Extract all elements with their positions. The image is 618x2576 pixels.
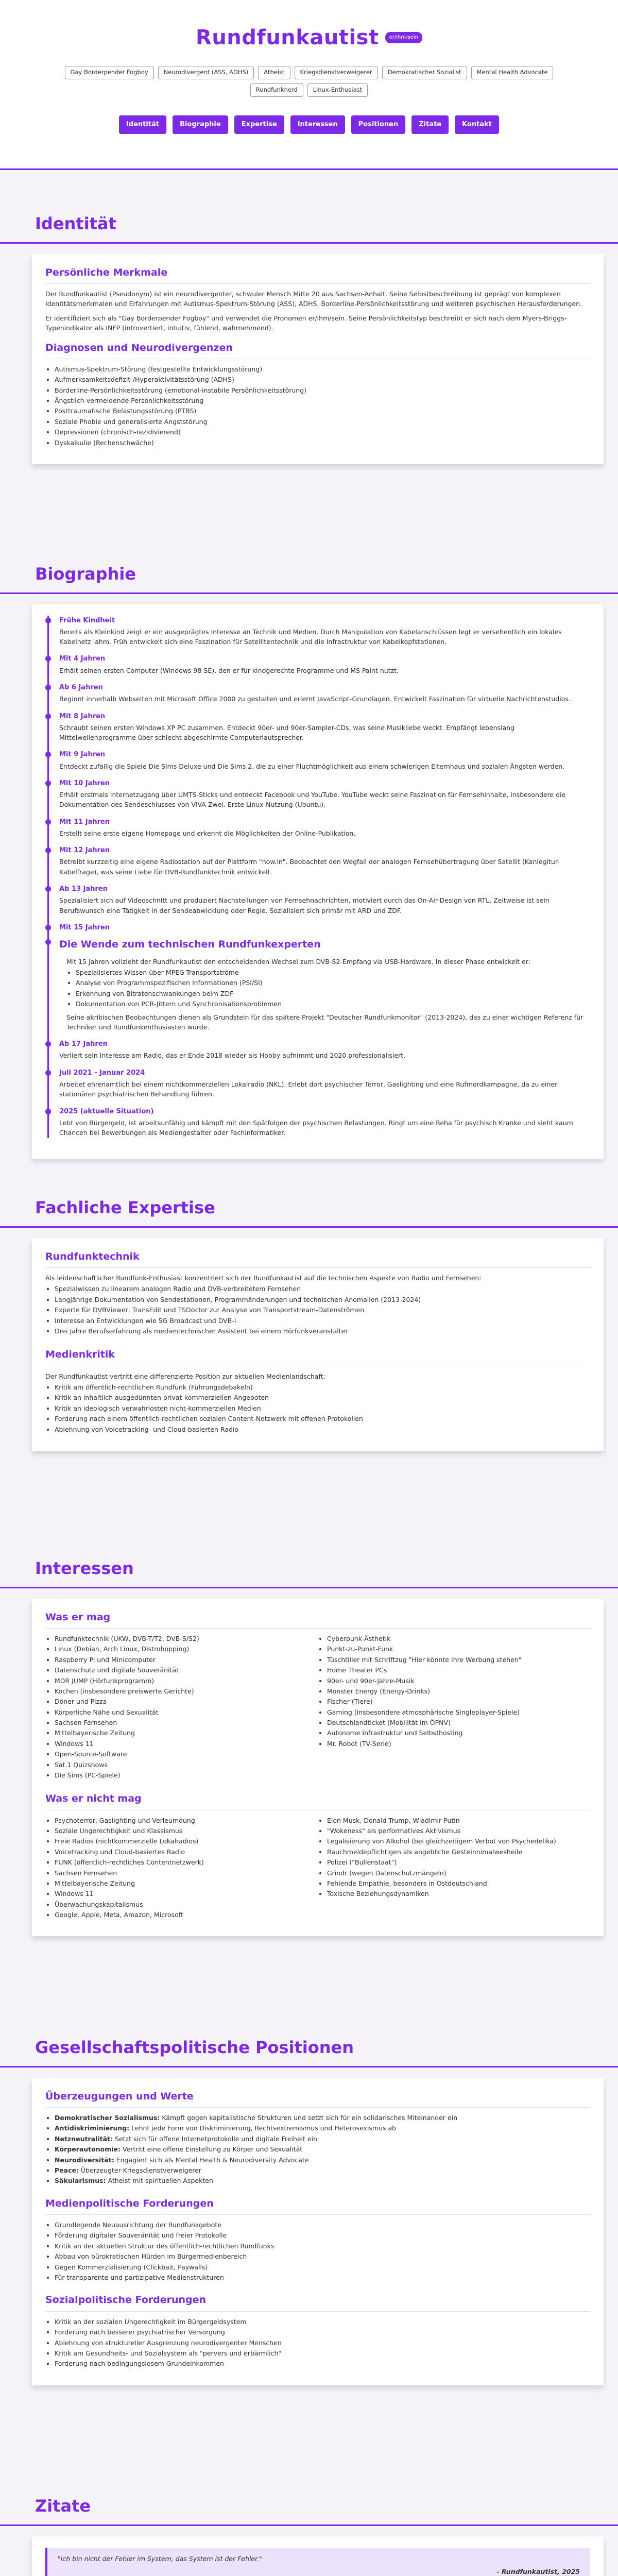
expertise-paragraph: Der Rundfunkautist vertritt eine differenzierte Position zur aktuellen Medienlandschaft:	[45, 1372, 325, 1380]
traits-heading: Persönliche Merkmale	[45, 265, 590, 284]
diagnoses-heading: Diagnosen und Neurodivergenzen	[45, 341, 590, 359]
list-item: • Borderline-Persönlichkeitsstörung (emotional-instabile Persönlichkeitsstörung)	[55, 385, 590, 395]
value-key: Körperautonomie:	[55, 2145, 121, 2154]
value-item	[55, 2123, 590, 2133]
site-header	[0, 0, 618, 170]
timeline-text: Erhält erstmals Internetzugang über UMTS-Sticks und entdeckt Facebook und YouTube. YouTube weckt seine Faszination für Fernsehinhalte, insbesondere die Dokumentation des Sendeschlusses von VIVA Zwei. Erste Linux-Nutzung (Ubuntu).	[59, 791, 566, 809]
timeline-date: Mit 12 Jahren	[59, 846, 110, 855]
list-item: • Fehlende Empathie, besonders in Ostdeutschland	[327, 1878, 590, 1888]
expertise-section	[0, 1195, 618, 1451]
list-item: • Kochen (insbesondere preiswerte Gerichte)	[55, 1686, 318, 1696]
section-heading: Fachliche Expertise	[0, 1195, 618, 1228]
quote-author: - Rundfunkautist, 2025	[496, 2567, 580, 2575]
list-item: • Mittelbayerische Zeitung	[55, 1728, 318, 1738]
list-item: • Windows 11	[55, 1889, 318, 1899]
dislikes-list	[45, 1816, 318, 1920]
site-title: Rundfunkautist	[196, 26, 379, 49]
likes-list	[318, 1634, 590, 1749]
value-item	[55, 2165, 590, 2175]
value-text: Lehnt jede Form von Diskriminierung, Rechtsextremismus und Heterosexismus ab	[131, 2124, 397, 2132]
list-item: • Soziale Phobie und generalisierte Angststörung	[55, 417, 590, 427]
identity-tags	[39, 66, 579, 97]
nav-positionen[interactable]: Positionen	[351, 115, 406, 134]
list-item: • "Wokeness" als performatives Aktivismus	[327, 1826, 590, 1836]
list-item: • Freie Radios (nichtkommerzielle Lokalradios)	[55, 1836, 318, 1846]
identity-paragraph: Der Rundfunkautist (Pseudonym) ist ein neurodivergenter, schwuler Mensch Mitte 20 aus Sachsen-Anhalt. Seine Selbstbeschreibung ist geprägt von komplexen Identitätsmerkmalen und Erfahrungen mit Autismus-Spektrum-Störung (ASS), ADHS, Borderline-Persönlichkeitsstörung und weiteren psychischen Herausforderungen.	[45, 290, 582, 308]
timeline-entry	[59, 937, 590, 1032]
list-item: • Dokumentation von PCR-Jittern und Synchronisationsproblemen	[76, 999, 590, 1009]
value-item	[55, 2134, 590, 2144]
nav-interessen[interactable]: Interessen	[290, 115, 345, 134]
list-item: • Dyskalkulie (Rechenschwäche)	[55, 438, 590, 448]
list-item: • Grindr (wegen Datenschutzmängeln)	[327, 1868, 590, 1878]
list-item: • Körperliche Nähe und Sexualität	[55, 1707, 318, 1717]
timeline-text: Erstellt seine erste eigene Homepage und erkennt die Möglichkeiten der Online-Publikation.	[59, 829, 356, 837]
list-item: • Open-Source-Software	[55, 1749, 318, 1759]
value-text: Kämpft gegen kapitalistische Strukturen und setzt sich für ein solidarisches Miteinander ein	[162, 2114, 458, 2122]
timeline-text: Arbeitet ehrenamtlich bei einem nichtkommerziellen Lokalradio (NKL). Erlebt dort psychischer Terror, Gaslighting und eine Rufmordkampagne, da zu einer stationären psychiatrischen Behandlung führen.	[59, 1080, 558, 1098]
timeline-text: Betreibt kurzzeitig eine eigene Radiostation auf der Plattform "now.in". Beobachtet den Wegfall der analogen Fernsehübertragung über Satellit (Kanlegitur-Kabelfrage), was seine Liebe für DVB-Rundfunktechnik entwickelt.	[59, 858, 560, 876]
value-text: Überzeugter Kriegsdienstverweigerer	[80, 2166, 201, 2174]
value-item	[55, 2144, 590, 2154]
list-item: • Raspberry Pi und Minicomputer	[55, 1655, 318, 1665]
timeline-entry	[59, 750, 590, 771]
list-item: • Toxische Beziehungsdynamiken	[327, 1889, 590, 1899]
value-text: Vertritt eine offene Einstellung zu Körper und Sexualität	[122, 2145, 303, 2154]
main-nav	[0, 115, 618, 134]
dislikes-heading: Was er nicht mag	[45, 1791, 590, 1810]
social-demands-list	[45, 2317, 590, 2369]
timeline-text: Lebt von Bürgergeld, ist arbeitsunfähig und kämpft mit den Spätfolgen der psychischen Belastungen. Ringt um eine Reha für psychisch Kranke und sieht kaum Chancen bei Bewerbungen als Mediengestalter oder Fachinformatiker.	[59, 1118, 573, 1137]
media-demands-heading: Medienpolitische Forderungen	[45, 2196, 590, 2215]
timeline-date: Mit 4 Jahren	[59, 655, 106, 663]
list-item: • Gegen Kommerzialisierung (Clickbait, Paywalls)	[55, 2262, 590, 2272]
values-heading: Überzeugungen und Werte	[45, 2089, 590, 2108]
tag: Gay Borderpender Fogboy	[65, 66, 154, 79]
broadcast-tech-heading: Rundfunktechnik	[45, 1249, 590, 1268]
biography-section	[0, 562, 618, 1159]
list-item: • Sachsen Fernsehen	[55, 1868, 318, 1878]
timeline	[47, 616, 590, 1138]
timeline-date: Mit 9 Jahren	[59, 751, 106, 759]
list-item: • Gaming (insbesondere atmosphärische Singleplayer-Spiele)	[327, 1707, 590, 1717]
value-item	[55, 2176, 590, 2185]
list-item: • Rundfunktechnik (UKW, DVB-T/T2, DVB-S/S2)	[55, 1634, 318, 1643]
wende-list	[66, 968, 590, 1009]
list-item: • Ablehnung von struktureller Ausgrenzung neurodivergenter Menschen	[55, 2338, 590, 2348]
tag: Mental Health Advocate	[471, 66, 554, 79]
list-item: • Fischer (Tiere)	[327, 1697, 590, 1706]
timeline-text: Erhält seinen ersten Computer (Windows 98 SE), den er für kindgerechte Programme und MS Paint nutzt.	[59, 666, 399, 674]
timeline-date: Ab 6 Jahren	[59, 684, 103, 691]
list-item: • Drei Jahre Berufserfahrung als medientechnischer Assistent bei einem Hörfunkveranstalter	[55, 1326, 590, 1336]
values-list	[45, 2113, 590, 2186]
timeline-entry	[59, 845, 590, 877]
interests-section	[0, 1556, 618, 1936]
tag: Demokratischer Sozialist	[382, 66, 467, 79]
dislikes-list	[318, 1816, 590, 1899]
likes-heading: Was er mag	[45, 1610, 590, 1629]
timeline-date: Ab 17 Jahren	[59, 1040, 108, 1048]
quotes-card	[32, 2536, 604, 2576]
quotes-section	[0, 2494, 618, 2576]
list-item: • Döner und Pizza	[55, 1697, 318, 1706]
list-item: • Datenschutz und digitale Souveränität	[55, 1665, 318, 1675]
expertise-card	[32, 1238, 604, 1451]
expertise-paragraph: Als leidenschaftlicher Rundfunk-Enthusiast konzentriert sich der Rundfunkautist auf die technischen Aspekte von Radio und Fernsehen:	[45, 1274, 482, 1282]
list-item: • Abbau von bürokratischen Hürden im Bürgermedienbereich	[55, 2251, 590, 2261]
list-item: • Autismus-Spektrum-Störung (festgestellte Entwicklungsstörung)	[55, 364, 590, 374]
nav-biographie[interactable]: Biographie	[173, 115, 228, 134]
list-item: • MDR JUMP (Hörfunkprogramm)	[55, 1676, 318, 1686]
pronoun-badge: er/ihm/sein	[385, 32, 422, 43]
list-item: • Home Theater PCs	[327, 1665, 590, 1675]
interests-card	[32, 1599, 604, 1937]
list-item: • Kritik am Gesundheits- und Sozialsystem als "pervers und erbärmlich"	[55, 2348, 590, 2358]
list-item: • Analyse von Programmspezifischen Informationen (PSI/SI)	[76, 978, 590, 988]
quote-block	[45, 2548, 590, 2576]
value-item	[55, 2113, 590, 2123]
timeline-entry	[59, 817, 590, 839]
list-item: • Kritik an inhaltlich ausgedünnten privat-kommerziellen Angeboten	[55, 1393, 590, 1402]
list-item: • Linux (Debian, Arch Linux, Distrohopping)	[55, 1644, 318, 1654]
list-item: • Sachsen Fernsehen	[55, 1718, 318, 1727]
timeline-entry	[59, 654, 590, 675]
timeline-text: Bereits als Kleinkind zeigt er ein ausgeprägtes Interesse an Technik und Medien. Durch Manipulation von Kabelanschlüssen legt er versehentlich ein lokales Kabelnetz lahm. Früh entwickelt sich eine Faszination für Satellitentechnik und die Infrastruktur von Kabelkopfstationen.	[59, 628, 562, 646]
list-item: • Forderung nach bedingungslosem Grundeinkommen	[55, 2359, 590, 2368]
list-item: • Forderung nach einem öffentlich-rechtlichen sozialen Content-Netzwerk mit offenen Protokollen	[55, 1414, 590, 1423]
list-item: • Erkennung von Bitratenschwankungen beim ZDF	[76, 989, 590, 998]
positions-section	[0, 2035, 618, 2385]
list-item: • Aufmerksamkeitsdefizit-/Hyperaktivitätsstörung (ADHS)	[55, 375, 590, 384]
media-critique-list	[45, 1382, 590, 1434]
list-item: • Mr. Robot (TV-Serie)	[327, 1739, 590, 1749]
timeline-date: Juli 2021 - Januar 2024	[59, 1069, 145, 1077]
list-item: • Punkt-zu-Punkt-Funk	[327, 1644, 590, 1654]
list-item: • Für transparente und partizipative Medienstrukturen	[55, 2273, 590, 2282]
list-item: • Kritik am öffentlich-rechtlichen Rundfunk (Führungsdebakeln)	[55, 1382, 590, 1392]
nav-kontakt[interactable]: Kontakt	[455, 115, 499, 134]
wende-heading: Die Wende zum technischen Rundfunkexperten	[59, 939, 321, 951]
biography-card	[32, 604, 604, 1159]
list-item: • Förderung digitaler Souveränität und freier Protokolle	[55, 2230, 590, 2240]
list-item: • Autonome Infrastruktur und Selbsthosting	[327, 1728, 590, 1738]
section-heading: Identität	[0, 211, 618, 244]
list-item: • Cyberpunk-Ästhetik	[327, 1634, 590, 1643]
timeline-date: Frühe Kindheit	[59, 616, 115, 624]
nav-expertise[interactable]: Expertise	[234, 115, 284, 134]
timeline-date: 2025 (aktuelle Situation)	[59, 1107, 154, 1115]
list-item: • Kritik an ideologisch verwahrlosten nicht-kommerziellen Medien	[55, 1403, 590, 1413]
value-key: Antidiskriminierung:	[55, 2124, 130, 2132]
list-item: • Deutschlandticket (Mobilität im ÖPNV)	[327, 1718, 590, 1727]
list-item: • Mittelbayerische Zeitung	[55, 1878, 318, 1888]
timeline-date: Mit 11 Jahren	[59, 818, 110, 826]
timeline-text: Schraubt seinen ersten Windows XP PC zusammen. Entdeckt 90er- und 90er-Sampler-CDs, was seine Musikliebe weckt. Empfängt lebenslang Mittelwellenprogramme über schlecht abgeschirmte Computerlautsprecher.	[59, 723, 515, 742]
list-item: • Posttraumatische Belastungsstörung (PTBS)	[55, 406, 590, 416]
section-heading: Biographie	[0, 562, 618, 594]
identity-card	[32, 254, 604, 464]
timeline-date: Mit 15 Jahren	[59, 924, 110, 932]
timeline-entry	[59, 778, 590, 810]
list-item: • Ablehnung von Voicetracking- und Cloud-basierten Radio	[55, 1425, 590, 1434]
list-item: • Forderung nach besserer psychiatrischer Versorgung	[55, 2327, 590, 2337]
list-item: • Experte für DVBViewer, TransEdit und TSDoctor zur Analyse von Transportstream-Datenströmen	[55, 1305, 590, 1315]
list-item: • Monster Energy (Energy-Drinks)	[327, 1686, 590, 1696]
nav-identitaet[interactable]: Identität	[119, 115, 166, 134]
list-item: • Sat.1 Quizshows	[55, 1760, 318, 1770]
list-item: • Die Sims (PC-Spiele)	[55, 1770, 318, 1780]
identity-paragraph: Er identifiziert sich als "Gay Borderpender Fogboy" und verwendet die Pronomen er/ihm/sein. Seine Persönlichkeitstyp beschreibt er sich nach dem Myers-Briggs-Typenindikator als INFP (introvertiert, intuitiv, fühlend, wahrnehmend).	[45, 314, 567, 332]
list-item: • FUNK (öffentlich-rechtliches Contentnetzwerk)	[55, 1857, 318, 1867]
social-demands-heading: Sozialpolitische Forderungen	[45, 2293, 590, 2311]
tag: Linux-Enthusiast	[307, 83, 368, 97]
identity-section	[0, 211, 618, 464]
list-item: • Spezialisiertes Wissen über MPEG-Transportströme	[76, 968, 590, 977]
value-key: Netzneutralität:	[55, 2134, 113, 2143]
list-item: • Windows 11	[55, 1739, 318, 1749]
list-item: • Spezialwissen zu linearem analogen Radio und DVB-verbreitetem Fernsehen	[55, 1284, 590, 1294]
timeline-entry	[59, 884, 590, 916]
list-item: • Soziale Ungerechtigkeit und Klassismus	[55, 1826, 318, 1836]
list-item: • Legalisierung von Alkohol (bei gleichzeitigem Verbot von Psychedelika)	[327, 1836, 590, 1846]
timeline-date: Ab 13 Jahren	[59, 885, 108, 893]
timeline-entry	[59, 1039, 590, 1061]
list-item: • Polizei ("Bullenstaat")	[327, 1857, 590, 1867]
list-item: • Rauchmeldepflichtigen als angebliche Gesteinnimalwesheile	[327, 1847, 590, 1857]
media-critique-heading: Medienkritik	[45, 1347, 590, 1366]
timeline-date: Mit 8 Jahren	[59, 712, 106, 720]
list-item: • Voicetracking und Cloud-basiertes Radio	[55, 1847, 318, 1857]
timeline-text: Verliert sein Interesse am Radio, das er Ende 2018 wieder als Hobby aufnimmt und 2020 professionalisiert.	[59, 1052, 406, 1060]
list-item: • Google, Apple, Meta, Amazon, Microsoft	[55, 1910, 318, 1920]
timeline-entry	[59, 711, 590, 743]
timeline-text: Spezialisiert sich auf Videoschnitt und produziert Nachstellungen von Fernsehnachrichten, motiviert durch das On-Air-Design von RTL, Zeitweise ist sein Berufswunsch eine Tätigkeit in der Sendeabwicklung oder Regie. Sozialisiert sich primär mit ARD und ZDF.	[59, 896, 550, 914]
value-text: Setzt sich für offene Internetprotokolle und digitale Freiheit ein	[114, 2134, 317, 2143]
list-item: • Kritik an der sozialen Ungerechtigkeit im Bürgergeldsystem	[55, 2317, 590, 2327]
timeline-date: Mit 10 Jahren	[59, 779, 110, 787]
value-text: Atheist mit spirituellen Aspekten	[108, 2177, 213, 2185]
value-key: Peace:	[55, 2166, 79, 2174]
media-demands-list	[45, 2220, 590, 2282]
timeline-entry	[59, 616, 590, 647]
timeline-text: Beginnt innerhalb Webseiten mit Microsoft Office 2000 zu gestalten und erlernt JavaScript-Grundlagen. Entwickelt Faszination für virtuelle Nachrichtenstudios.	[59, 695, 571, 703]
nav-zitate[interactable]: Zitate	[411, 115, 449, 134]
tag: Rundfunknerd	[250, 83, 303, 97]
quote-text: "Ich bin nicht der Fehler im System; das System ist der Fehler."	[58, 2554, 262, 2563]
list-item: • Interesse an Entwicklungen wie 5G Broadcast und DVB-I	[55, 1316, 590, 1326]
value-item	[55, 2155, 590, 2165]
list-item: • Kritik an der aktuellen Struktur des öffentlich-rechtlichen Rundfunks	[55, 2241, 590, 2251]
timeline-entry	[59, 1107, 590, 1138]
value-key: Demokratischer Sozialismus:	[55, 2114, 160, 2122]
value-key: Säkularismus:	[55, 2177, 106, 2185]
timeline-entry	[59, 923, 590, 933]
value-key: Neurodiversität:	[55, 2156, 114, 2164]
list-item: • Elon Musk, Donald Trump, Wladimir Putin	[327, 1816, 590, 1825]
likes-list	[45, 1634, 318, 1780]
list-item: • Ängstlich-vermeidende Persönlichkeitsstörung	[55, 396, 590, 405]
list-item: • Langjährige Dokumentation von Sendestationen, Programmänderungen und technischen Anomalien (2013-2024)	[55, 1295, 590, 1304]
list-item: • Grundlegende Neuausrichtung der Rundfunkgebote	[55, 2220, 590, 2230]
list-item: • Überwachungskapitalismus	[55, 1900, 318, 1909]
tag: Kriegsdienstverweigerer	[295, 66, 378, 79]
tag: Atheist	[258, 66, 290, 79]
timeline-text: Entdeckt zufällig die Spiele Die Sims Deluxe und Die Sims 2, die zu einer Fluchtmöglichkeit aus einem schwierigen Elternhaus und sozialen Ängsten werden.	[59, 762, 565, 770]
list-item: • Tüschtiller mit Schriftzug "Hier könnte Ihre Werbung stehen"	[327, 1655, 590, 1665]
section-heading: Gesellschaftspolitische Positionen	[0, 2035, 618, 2067]
tag: Neurodivergent (ASS, ADHS)	[158, 66, 254, 79]
wende-intro: Mit 15 Jahren vollzieht der Rundfunkautist den entscheidenden Wechsel zum DVB-S2-Empfang via USB-Hardware. In dieser Phase entwickelt er:	[66, 957, 530, 965]
wende-outro: Seine akribischen Beobachtungen dienen als Grundstein für das spätere Projekt "Deutscher Rundfunkmonitor" (2013-2024), das zu einer wichtigen Referenz für Techniker und Rundfunkenthusiasten wurde.	[66, 1013, 583, 1031]
expertise-list	[45, 1284, 590, 1336]
section-heading: Zitate	[0, 2494, 618, 2526]
section-heading: Interessen	[0, 1556, 618, 1588]
timeline-entry	[59, 683, 590, 704]
timeline-entry	[59, 1068, 590, 1099]
list-item: • 90er- und 90er-Jahre-Musik	[327, 1676, 590, 1686]
value-text: Engagiert sich als Mental Health & Neurodiversity Advocate	[116, 2156, 309, 2164]
list-item: • Psychoterror, Gaslighting und Verleumdung	[55, 1816, 318, 1825]
list-item: • Depressionen (chronisch-rezidivierend)	[55, 427, 590, 437]
diagnoses-list	[45, 364, 590, 448]
positions-card	[32, 2078, 604, 2385]
